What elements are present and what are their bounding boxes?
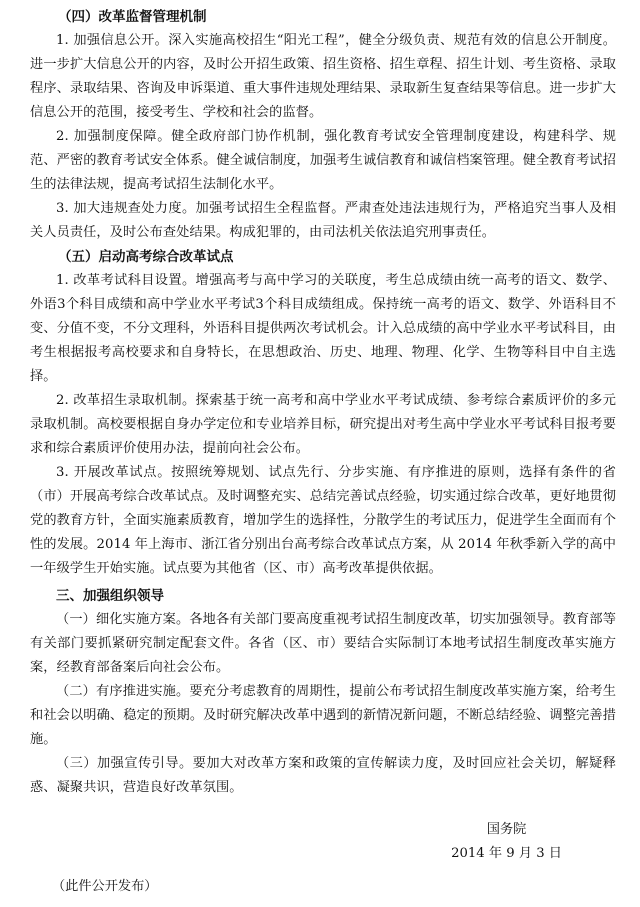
section-heading: （四）改革监督管理机制 xyxy=(58,9,207,25)
paragraph: 1. 加强信息公开。深入实施高校招生“阳光工程”，健全分级负责、规范有效的信息公开制度。进一步扩大信息公开的内容，及时公开招生政策、招生资格、招生章程、招生计划、考生资格、录取程序、录取结果、咨询及申诉渠道、重大事件违规处理结果、录取新生复查结果等信息。进一步扩大信息公开的范围，接受考生、学校和社会的监督。 xyxy=(30,33,616,120)
paragraph: （一）细化实施方案。各地各有关部门要高度重视考试招生制度改革，切实加强领导。教育部等有关部门要抓紧研究制定配套文件。各省（区、市）要结合实际制订本地考试招生制度改革实施方案，经教育部备案后向社会公布。 xyxy=(30,612,616,675)
paragraph: 3. 加大违规查处力度。加强考试招生全程监督。严肃查处违法违规行为，严格追究当事人及相关人员责任，及时公布查处结果。构成犯罪的，由司法机关依法追究刑事责任。 xyxy=(30,201,616,240)
issue-date: 2014 年 9 月 3 日 xyxy=(451,846,562,861)
section-reform-supervision xyxy=(30,5,616,245)
issuer-name: 国务院 xyxy=(486,822,527,837)
section-heading: 三、加强组织领导 xyxy=(56,588,164,604)
paragraph: 2. 改革招生录取机制。探索基于统一高考和高中学业水平考试成绩、参考综合素质评价的多元录取机制。高校要根据自身办学定位和专业培养目标，研究提出对考生高中学业水平考试科目报考要求和综合素质评价使用办法，提前向社会公布。 xyxy=(30,393,616,456)
paragraph: （二）有序推进实施。要充分考虑教育的周期性，提前公布考试招生制度改革实施方案，给考生和社会以明确、稳定的预期。及时研究解决改革中遇到的新情况新问题，不断总结经验、调整完善措施。 xyxy=(30,684,616,747)
paragraph: （三）加强宣传引导。要加大对改革方案和政策的宣传解读力度，及时回应社会关切，解疑释惑、凝聚共识，营造良好改革氛围。 xyxy=(30,756,616,795)
section-heading: （五）启动高考综合改革试点 xyxy=(58,249,234,265)
signature-block xyxy=(451,818,562,866)
publication-note: （此件公开发布） xyxy=(52,879,158,894)
paragraph: 3. 开展改革试点。按照统筹规划、试点先行、分步实施、有序推进的原则，选择有条件的省（市）开展高考综合改革试点。及时调整充实、总结完善试点经验，切实通过综合改革，更好地贯彻党的教育方针，全面实施素质教育，增加学生的选择性，分散学生的考试压力，促进学生全面而有个性的发展。2014 年上海市、浙江省分别出台高考综合改革试点方案，从 2014 年秋季新入学的高中一年级学生开始实施。试点要为其他省（区、市）高考改革提供依据。 xyxy=(30,465,616,576)
section-organization-leadership xyxy=(30,584,616,800)
paragraph: 2. 加强制度保障。健全政府部门协作机制，强化教育考试安全管理制度建设，构建科学、规范、严密的教育考试安全体系。健全诚信制度，加强考生诚信教育和诚信档案管理。健全教育考试招生的法律法规，提高考试招生法制化水平。 xyxy=(30,129,616,192)
paragraph: 1. 改革考试科目设置。增强高考与高中学习的关联度，考生总成绩由统一高考的语文、数学、外语3个科目成绩和高中学业水平考试3个科目成绩组成。保持统一高考的语文、数学、外语科目不变、分值不变，不分文理科，外语科目提供两次考试机会。计入总成绩的高中学业水平考试科目，由考生根据报考高校要求和自身特长，在思想政治、历史、地理、物理、化学、生物等科目中自主选择。 xyxy=(30,273,616,384)
section-gaokao-pilot xyxy=(30,245,616,581)
